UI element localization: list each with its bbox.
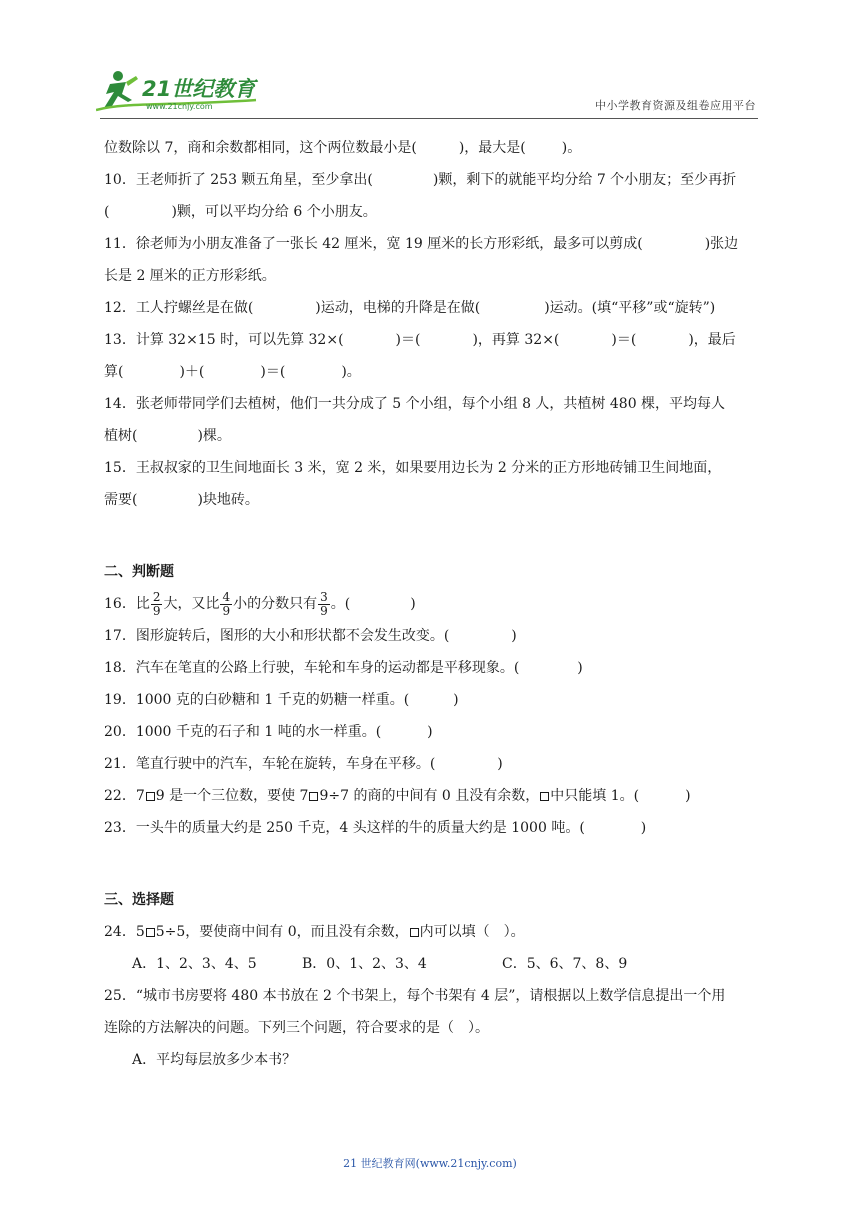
question-14: 14．张老师带同学们去植树，他们一共分成了 5 个小组，每个小组 8 人，共植树 480 棵，平均每人 植树( )棵。 <box>104 396 726 444</box>
option-a[interactable]: A．平均每层放多少本书？ <box>132 1052 297 1068</box>
question-11: 11．徐老师为小朋友准备了一张长 42 厘米，宽 19 厘米的长方形彩纸，最多可以剪成( )张边 长是 2 厘米的正方形彩纸。 <box>104 236 739 284</box>
option-b[interactable]: B．0、1、2、3、4 <box>302 956 427 972</box>
question-24-options <box>104 948 760 980</box>
fraction-4-9: $\frac{4}{9}$ <box>222 589 231 618</box>
logo-text: 21世纪教育 <box>142 77 256 101</box>
page-footer[interactable]: 21 世纪教育网(www.21cnjy.com) <box>343 1157 517 1170</box>
blank-box-icon <box>309 792 318 801</box>
question-24: 24．5 5÷5，要使商中间有 0，而且没有余数， 内可以填（ ）。 <box>104 924 525 940</box>
option-a[interactable]: A．1、2、3、4、5 <box>132 956 257 972</box>
question-12: 12．工人拧螺丝是在做( )运动，电梯的升降是在做( )运动。(填“平移”或“旋转”) <box>104 300 716 316</box>
logo-subtext: www.21cnjy.com <box>146 102 213 111</box>
blank-box-icon <box>146 792 155 801</box>
blank-box-icon <box>540 792 549 801</box>
question-10: 10．王老师折了 253 颗五角星，至少拿出( )颗，剩下的就能平均分给 7 个小朋友；至少再折 ( )颗，可以平均分给 6 个小朋友。 <box>104 172 737 220</box>
section-spacer <box>104 844 760 884</box>
question-15: 15．王叔叔家的卫生间地面长 3 米，宽 2 米，如果要用边长为 2 分米的正方形地砖铺卫生间地面， 需要( )块地砖。 <box>104 460 722 508</box>
question-22: 22．7 9 是一个三位数，要使 7 9÷7 的商的中间有 0 且没有余数， 中只能填 1。( ) <box>104 788 691 804</box>
fraction-3-9: $\frac{3}{9}$ <box>320 589 328 618</box>
section-spacer <box>104 516 760 556</box>
site-logo[interactable] <box>96 66 266 116</box>
platform-name: 中小学教育资源及组卷应用平台 <box>595 99 756 112</box>
question-16: 16．比 $\frac{2}{9}$ 大，又比 $\frac{4}{9}$ 小的分数只有 $\frac{3}{9}$ 。( ) <box>104 589 416 618</box>
header-divider <box>100 118 758 119</box>
runner-logo-icon <box>96 66 266 116</box>
blank-box-icon <box>146 928 155 937</box>
section-3-title: 三、选择题 <box>104 892 174 908</box>
fraction-2-9: $\frac{2}{9}$ <box>152 589 161 618</box>
question-21: 21．笔直行驶中的汽车，车轮在旋转，车身在平移。( ) <box>104 756 503 772</box>
question-9-tail: 位数除以 7，商和余数都相同，这个两位数最小是( )，最大是( )。 <box>104 140 582 156</box>
question-19: 19．1000 克的白砂糖和 1 千克的奶糖一样重。( ) <box>104 692 459 708</box>
question-18: 18．汽车在笔直的公路上行驶，车轮和车身的运动都是平移现象。( ) <box>104 660 583 676</box>
question-17: 17．图形旋转后，图形的大小和形状都不会发生改变。( ) <box>104 628 517 644</box>
question-13: 13．计算 32×15 时，可以先算 32×( )＝( )，再算 32×( )＝( )，最后 算( )＋( )＝( )。 <box>104 332 736 380</box>
section-2-title: 二、判断题 <box>104 564 174 580</box>
question-20: 20．1000 千克的石子和 1 吨的水一样重。( ) <box>104 724 433 740</box>
blank-box-icon <box>410 928 419 937</box>
question-25-options <box>104 1044 760 1076</box>
question-25: 25．“城市书房要将 480 本书放在 2 个书架上，每个书架有 4 层”，请根据以上数学信息提出一个用 连除的方法解决的问题。下列三个问题，符合要求的是（ ）。 <box>104 988 726 1036</box>
worksheet-body <box>104 132 760 1076</box>
question-23: 23．一头牛的质量大约是 250 千克，4 头这样的牛的质量大约是 1000 吨。( ) <box>104 820 647 836</box>
option-c[interactable]: C．5、6、7、8、9 <box>502 956 628 972</box>
page-header <box>0 0 860 126</box>
